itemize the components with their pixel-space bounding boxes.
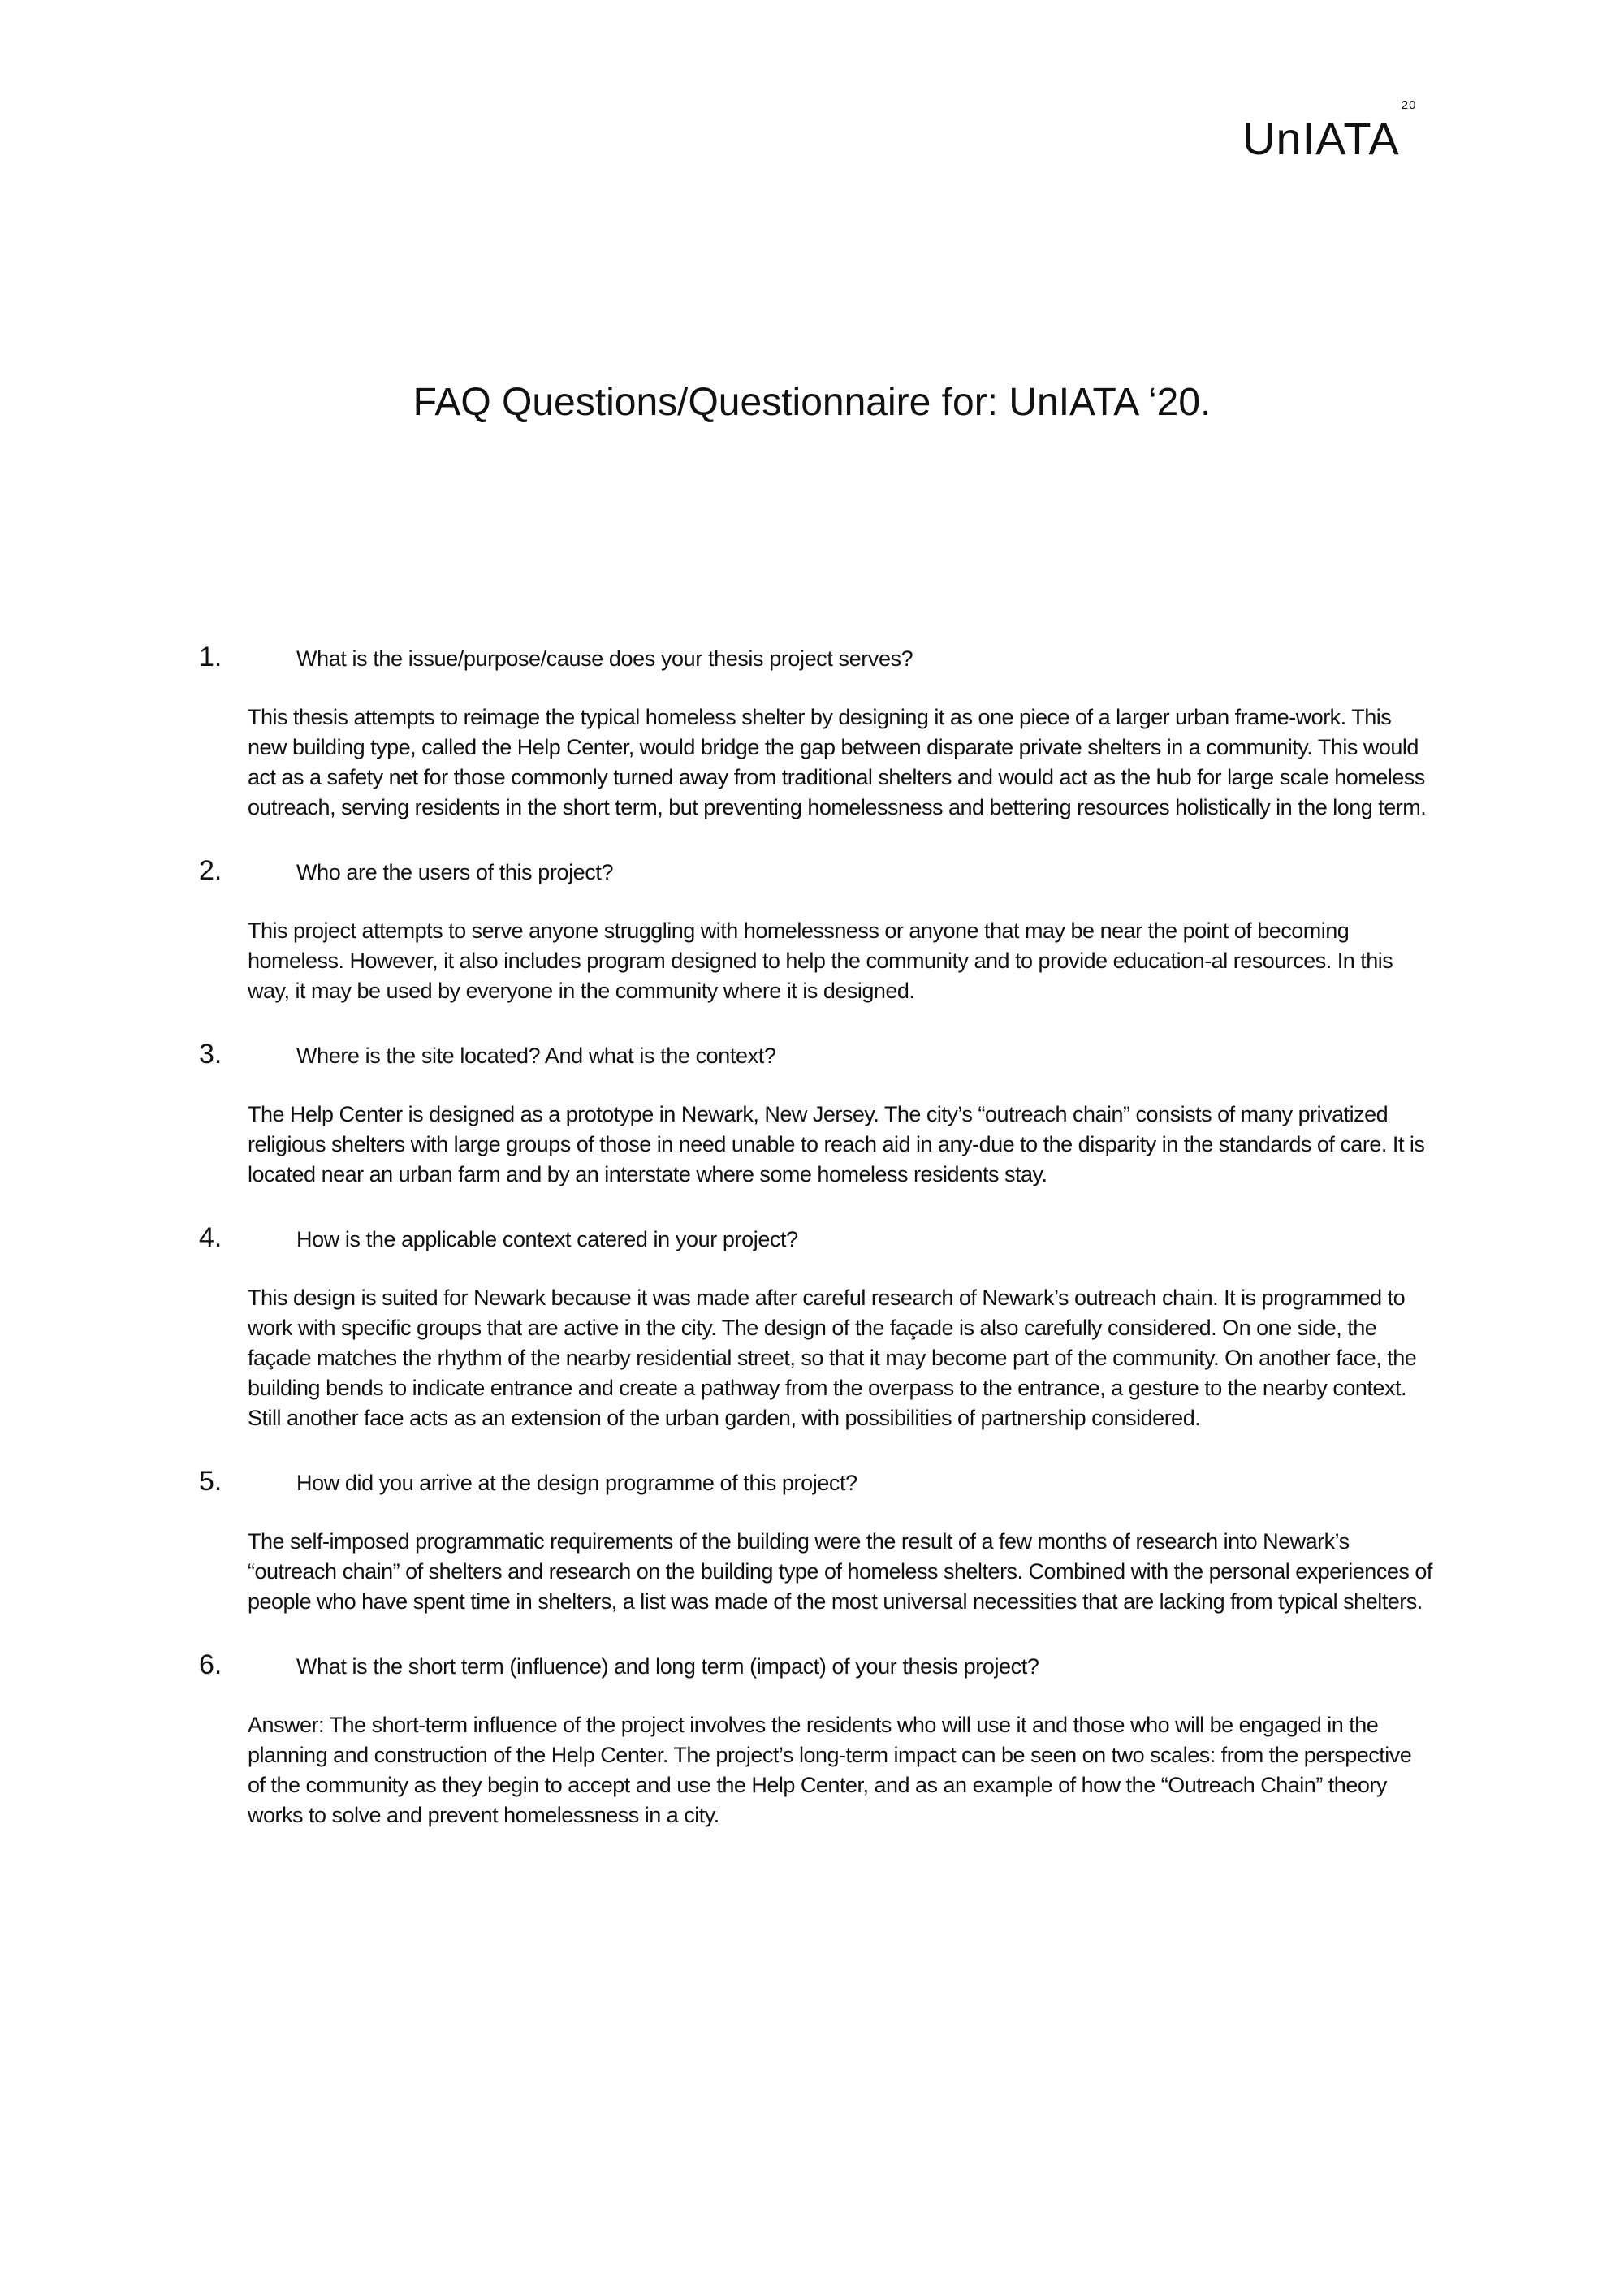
question-text: How is the applicable context catered in your project?	[296, 1227, 798, 1251]
answer-text: This design is suited for Newark because it was made after careful research of Newark’s outreach chain. It is programmed to work with specific groups that are active in the city. The design of the façade is also carefully considered. On one side, the façade matches the rhythm of the nearby residential street, so that it may become part of the community. On another face, the building bends to indicate entrance and create a pathway from the overpass to the entrance, a gesture to the nearby context. Still another face acts as an extension of the urban garden, with possibilities of partnership considered.	[248, 1286, 1417, 1430]
question-row	[199, 1222, 1433, 1254]
answer-text: The self-imposed programmatic requirements of the building were the result of a few months of research into Newark’s “outreach chain” of shelters and research on the building type of homeless shelters. Combined with the personal experiences of people who have spent time in shelters, a list was made of the most universal necessities that are lacking from typical shelters.	[248, 1529, 1432, 1614]
question-text: What is the short term (influence) and long term (impact) of your thesis project?	[296, 1654, 1039, 1679]
question-text: How did you arrive at the design programme of this project?	[296, 1471, 857, 1495]
question-number: 6.	[199, 1649, 222, 1680]
logo-text: UnIATA	[1242, 113, 1400, 164]
question-row	[199, 855, 1433, 887]
question-row	[199, 1649, 1433, 1681]
question-row	[199, 1039, 1433, 1070]
faq-item-3	[199, 1039, 1433, 1190]
answer-text: This project attempts to serve anyone struggling with homelessness or anyone that may be near the point of becoming homeless. However, it also includes program designed to help the community and to provide education-al resources. In this way, it may be used by everyone in the community where it is designed.	[248, 918, 1393, 1003]
question-text: Who are the users of this project?	[296, 860, 614, 884]
faq-item-5	[199, 1466, 1433, 1617]
answer-text: This thesis attempts to reimage the typical homeless shelter by designing it as one piece of a larger urban frame-work. This new building type, called the Help Center, would bridge the gap between disparate private shelters in a community. This would act as a safety net for those commonly turned away from traditional shelters and would act as the hub for large scale homeless outreach, serving residents in the short term, but preventing homelessness and bettering resources holistically in the long term.	[248, 705, 1427, 819]
question-row	[199, 642, 1433, 673]
question-row	[199, 1466, 1433, 1498]
question-text: Where is the site located? And what is the context?	[296, 1044, 776, 1068]
logo-superscript: 20	[1401, 98, 1417, 113]
question-number: 2.	[199, 855, 222, 886]
question-text: What is the issue/purpose/cause does your thesis project serves?	[296, 646, 914, 671]
question-number: 4.	[199, 1222, 222, 1253]
faq-item-6	[199, 1649, 1433, 1830]
faq-item-1	[199, 642, 1433, 823]
faq-item-2	[199, 855, 1433, 1006]
question-number: 5.	[199, 1466, 222, 1497]
page-title: FAQ Questions/Questionnaire for: UnIATA ‘20.	[412, 381, 1212, 424]
logo	[1242, 98, 1417, 165]
answer-text: The Help Center is designed as a prototype in Newark, New Jersey. The city’s “outreach chain” consists of many privatized religious shelters with large groups of those in need unable to reach aid in any-due to the disparity in the standards of care. It is located near an urban farm and by an interstate where some homeless residents stay.	[248, 1102, 1425, 1186]
question-number: 3.	[199, 1039, 222, 1070]
faq-item-4	[199, 1222, 1433, 1433]
answer-text: Answer: The short-term influence of the project involves the residents who will use it and those who will be engaged in the planning and construction of the Help Center. The project’s long-term impact can be seen on two scales: from the perspective of the community as they begin to accept and use the Help Center, and as an example of how the “Outreach Chain” theory works to solve and prevent homelessness in a city.	[248, 1713, 1412, 1827]
faq-list	[199, 642, 1433, 1863]
question-number: 1.	[199, 642, 222, 672]
